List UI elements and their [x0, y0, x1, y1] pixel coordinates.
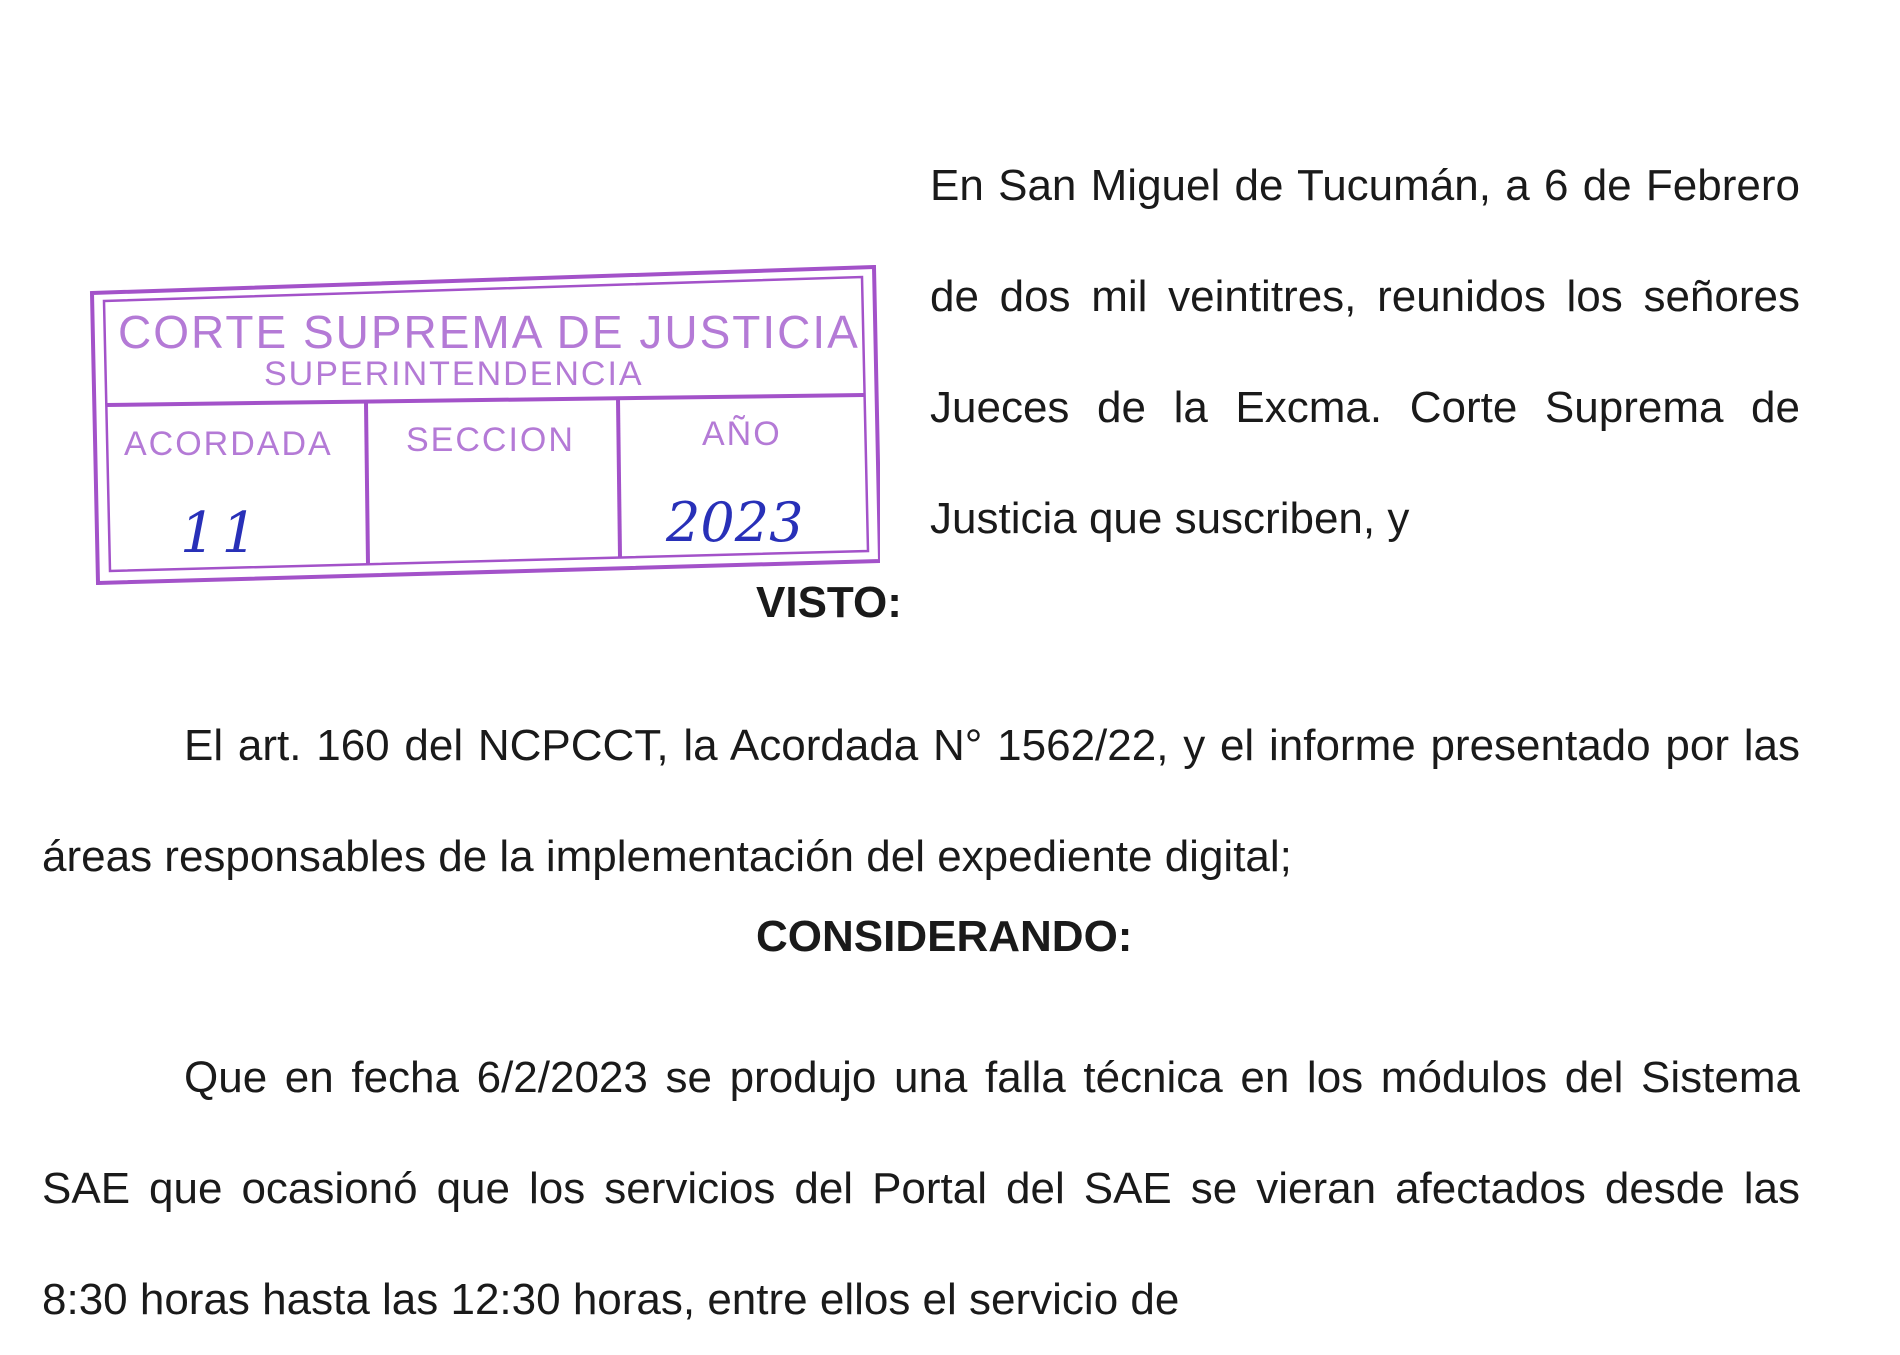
stamp-title: CORTE SUPREMA DE JUSTICIA [118, 306, 860, 358]
acordada-year: 2023 [666, 491, 804, 554]
court-stamp [88, 265, 880, 585]
visto-paragraph: El art. 160 del NCPCCT, la Acordada N° 1562/22, y el informe presentado por las áreas responsables de la implementación del expediente digital; [42, 721, 1800, 881]
considerando-heading: CONSIDERANDO: [756, 912, 1133, 961]
stamp-subtitle: SUPERINTENDENCIA [264, 355, 644, 393]
considerando-paragraph: Que en fecha 6/2/2023 se produjo una falla técnica en los módulos del Sistema SAE que ocasionó que los servicios del Portal del SAE se vieran afectados desde las 8:30 horas hasta las 12:30 horas, entre ellos el servicio de [42, 1053, 1800, 1324]
stamp-col-acordada: ACORDADA [124, 425, 333, 463]
acordada-number: 11 [180, 501, 264, 566]
stamp-column-line-1 [366, 403, 368, 565]
intro-paragraph: En San Miguel de Tucumán, a 6 de Febrero de dos mil veintitres, reunidos los señores Jueces de la Excma. Corte Suprema de Justicia que suscriben, y [930, 161, 1800, 543]
stamp-col-anio: AÑO [702, 415, 782, 453]
visto-heading: VISTO: [756, 578, 902, 627]
stamp-col-seccion: SECCION [406, 421, 575, 459]
stamp-column-line-2 [618, 399, 620, 557]
stamp-divider [106, 395, 864, 405]
